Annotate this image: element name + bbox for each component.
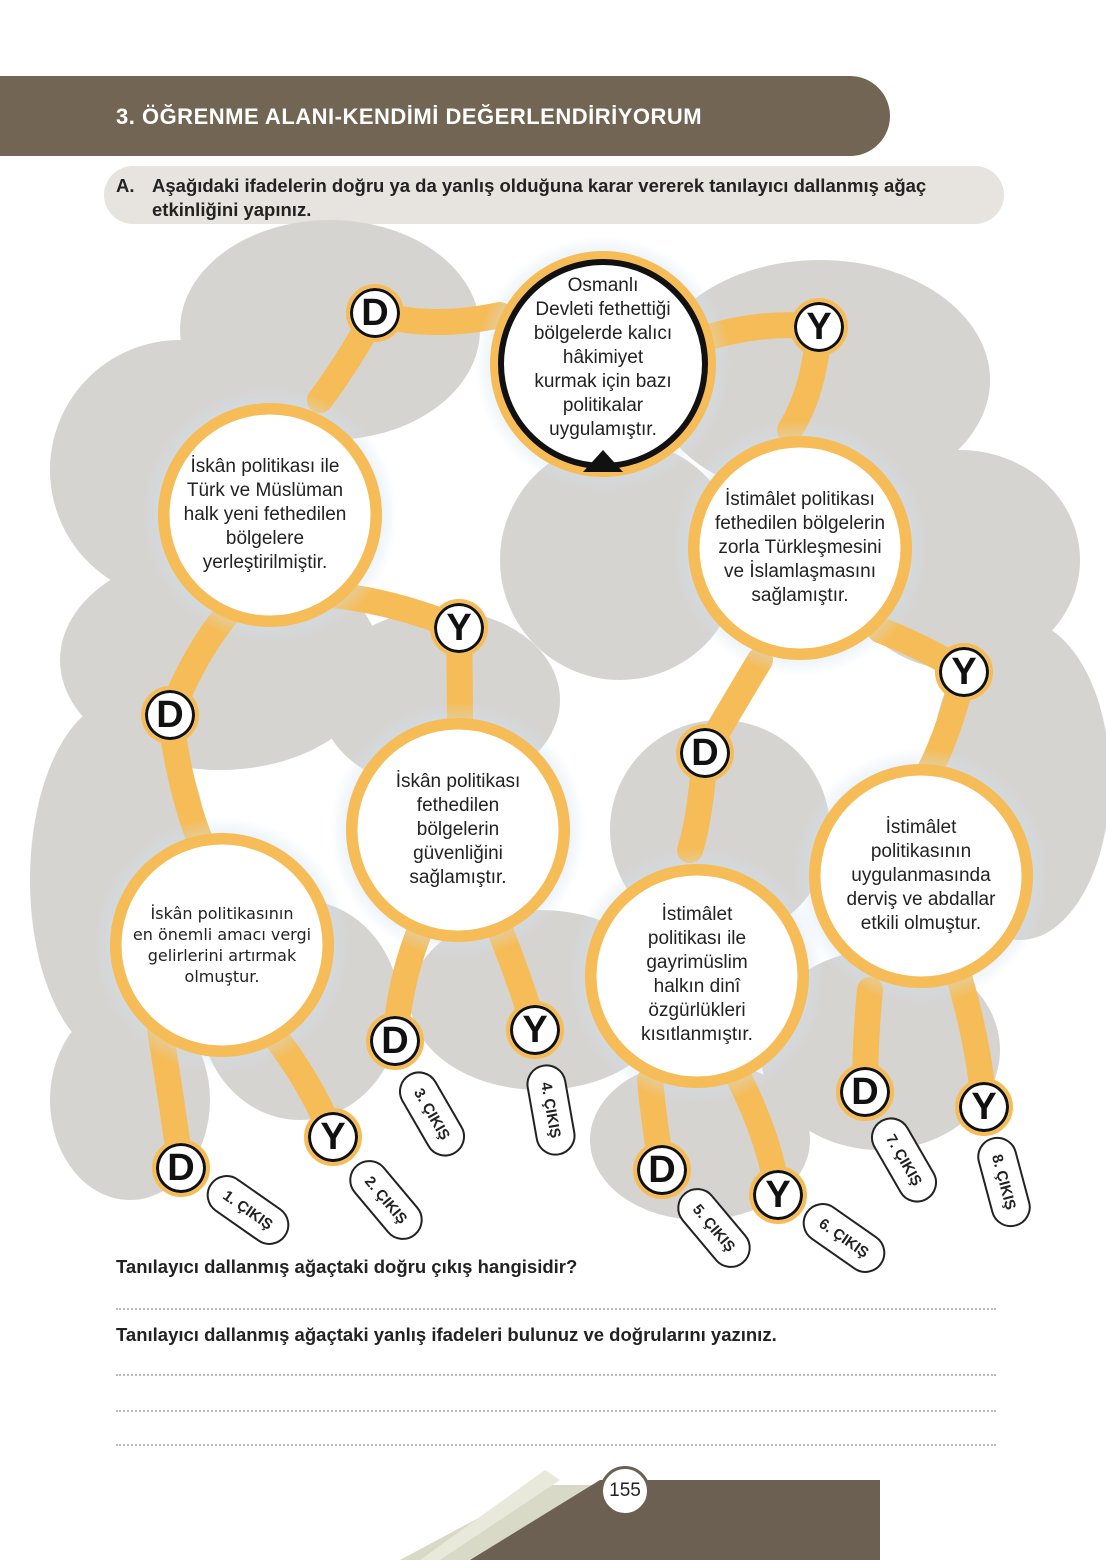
badge-d-right: D xyxy=(676,724,734,782)
badge-y-rl: Y xyxy=(749,1166,807,1224)
exit-2: 2. ÇIKIŞ xyxy=(341,1152,431,1248)
instruction-line-2: etkinliğini yapınız. xyxy=(152,199,312,220)
question-1: Tanılayıcı dallanmış ağaçtaki doğru çıkış hangisidir? xyxy=(116,1256,578,1277)
node-left-text: İskân politikası ile Türk ve Müslüman halk yeni fethedilen bölgelere yerleştirilmiştir. xyxy=(183,456,347,573)
badge-y-root: Y xyxy=(790,298,848,356)
exit-6: 6. ÇIKIŞ xyxy=(795,1195,893,1281)
badge-y-ll: Y xyxy=(304,1108,362,1166)
page-number: 155 xyxy=(600,1466,650,1516)
node-ll-text: İskân politikasının en önemli amacı vergi gelirlerini artırmak olmuştur. xyxy=(132,904,312,986)
question-2: Tanılayıcı dallanmış ağaçtaki yanlış ifadeleri bulunuz ve doğrularını yazınız. xyxy=(116,1324,777,1345)
exit-8: 8. ÇIKIŞ xyxy=(973,1132,1035,1231)
node-lr-text: İskân politikası fethedilen bölgelerin güvenliğini sağlamıştır. xyxy=(395,771,521,888)
badge-d-root: D xyxy=(346,284,404,342)
badge-y-left: Y xyxy=(430,599,488,657)
badge-d-left: D xyxy=(141,686,199,744)
badge-d-ll: D xyxy=(152,1139,210,1197)
node-rr-text: İstimâlet politikasının uygulanmasında derviş ve abdallar etkili olmuştur. xyxy=(846,817,996,934)
badge-y-rr: Y xyxy=(955,1078,1013,1136)
badge-y-lr: Y xyxy=(506,1001,564,1059)
exit-1: 1. ÇIKIŞ xyxy=(199,1167,297,1253)
exit-5: 5. ÇIKIŞ xyxy=(669,1180,759,1276)
exit-3: 3. ÇIKIŞ xyxy=(392,1064,473,1164)
badge-y-right: Y xyxy=(935,643,993,701)
badge-d-lr: D xyxy=(366,1012,424,1070)
badge-d-rr: D xyxy=(836,1063,894,1121)
node-rl-text: İstimâlet politikası ile gayrimüslim halkın dinî özgürlükleri kısıtlanmıştır. xyxy=(641,904,753,1045)
exit-7: 7. ÇIKIŞ xyxy=(864,1110,945,1210)
page-title: 3. ÖĞRENME ALANI-KENDİMİ DEĞERLENDİRİYORUM xyxy=(116,104,703,129)
exit-4: 4. ÇIKIŞ xyxy=(523,1061,578,1159)
badge-d-rl: D xyxy=(633,1141,691,1199)
node-right-text: İstimâlet politikası fethedilen bölgelerin zorla Türkleşmesini ve İslamlaşmasını sağlamıştır. xyxy=(714,489,886,606)
instruction-line-1: Aşağıdaki ifadelerin doğru ya da yanlış olduğuna karar vererek tanılayıcı dallanmış ağaç xyxy=(152,175,927,196)
node-root-text: Osmanlı Devleti fethettiği bölgelerde kalıcı hâkimiyet kurmak için bazı politikalar uygulamıştır. xyxy=(533,275,673,440)
instruction-letter: A. xyxy=(116,175,135,196)
